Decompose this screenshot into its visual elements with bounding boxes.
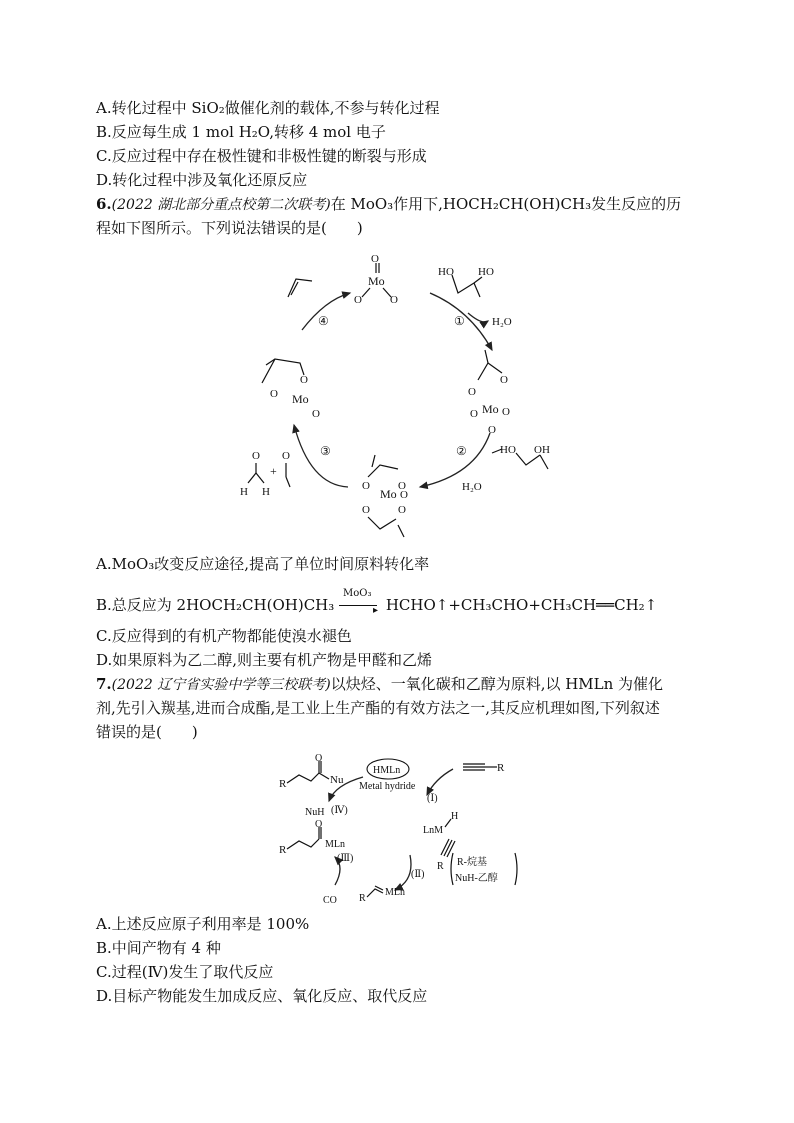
svg-text:O: O xyxy=(500,374,508,386)
q7-option-a: A.上述反应原子利用率是 100% xyxy=(96,915,310,933)
svg-text:Mo: Mo xyxy=(368,274,385,288)
q6-stem-text: 在 MoO₃作用下,HOCH₂CH(OH)CH₃发生反应的历 xyxy=(330,195,682,213)
svg-text:R: R xyxy=(359,893,366,904)
moo3-structure xyxy=(354,253,398,306)
substituent-legend xyxy=(451,853,517,885)
svg-text:Nu: Nu xyxy=(330,774,344,786)
svg-text:HO: HO xyxy=(500,444,516,456)
svg-text:R-烷基: R-烷基 xyxy=(457,857,487,868)
svg-text:MLn: MLn xyxy=(385,887,405,898)
ester-product xyxy=(279,753,344,790)
mo-bis-dioxolane-intermediate xyxy=(362,455,408,537)
q7-stem-text: 以炔烃、一氧化碳和乙醇为原料,以 HMLn 为催化 xyxy=(330,675,664,693)
q7-source: (2022 辽宁省实验中学等三校联考) xyxy=(111,677,331,693)
svg-text:O: O xyxy=(362,480,370,492)
svg-text:H: H xyxy=(240,486,248,498)
svg-text:(Ⅲ): (Ⅲ) xyxy=(337,853,354,864)
svg-text:O: O xyxy=(282,450,290,462)
svg-text:H: H xyxy=(262,486,270,498)
svg-text:O: O xyxy=(371,253,379,265)
q6-stem-line1 xyxy=(96,193,681,216)
q7-mechanism-diagram xyxy=(275,755,540,910)
svg-text:NuH-乙醇: NuH-乙醇 xyxy=(455,873,498,884)
svg-text:R: R xyxy=(497,762,505,774)
alkyne-reactant xyxy=(463,762,505,774)
svg-text:O: O xyxy=(398,504,406,516)
q7-stem-line3: 错误的是( ) xyxy=(96,723,198,741)
svg-text:O: O xyxy=(468,386,476,398)
svg-text:O: O xyxy=(354,294,362,306)
svg-text:H₂O: H₂O xyxy=(462,481,482,493)
q5-option-c: C.反应过程中存在极性键和非极性键的断裂与形成 xyxy=(96,147,427,165)
q6-number: 6. xyxy=(96,195,112,213)
svg-text:O: O xyxy=(470,408,478,420)
q6-option-b xyxy=(96,588,658,616)
svg-text:O: O xyxy=(362,504,370,516)
svg-text:O: O xyxy=(315,753,323,764)
svg-text:R: R xyxy=(279,844,287,856)
mo-dioxolane-intermediate-left xyxy=(262,359,320,420)
q6-option-c: C.反应得到的有机产物都能使溴水褪色 xyxy=(96,627,352,645)
vinyl-mln-intermediate xyxy=(359,886,405,904)
svg-text:O: O xyxy=(398,480,406,492)
mo-dioxolane-intermediate-right xyxy=(468,350,510,436)
q7-stem-line2: 剂,先引入羰基,进而合成酯,是工业上生产酯的有效方法之一,其反应机理如图,下列叙述 xyxy=(96,699,660,717)
svg-text:OH: OH xyxy=(534,444,550,456)
q7-stem-line1 xyxy=(96,673,663,696)
q5-option-d: D.转化过程中涉及氧化还原反应 xyxy=(96,171,308,189)
svg-text:O: O xyxy=(300,374,308,386)
svg-text:O: O xyxy=(502,406,510,418)
q6-option-b-products: HCHO↑+CH₃CHO+CH₃CH══CH₂↑ xyxy=(385,596,658,614)
q7-number: 7. xyxy=(96,675,112,693)
q5-option-a: A.转化过程中 SiO₂做催化剂的载体,不参与转化过程 xyxy=(96,99,440,117)
svg-text:R: R xyxy=(437,861,444,872)
svg-text:O: O xyxy=(390,294,398,306)
q7-option-c: C.过程(Ⅳ)发生了取代反应 xyxy=(96,963,274,981)
q7-option-b: B.中间产物有 4 种 xyxy=(96,939,221,957)
svg-text:MLn: MLn xyxy=(325,839,345,850)
svg-text:O: O xyxy=(252,450,260,462)
q6-option-d: D.如果原料为乙二醇,则主要有机产物是甲醛和乙烯 xyxy=(96,651,433,669)
svg-text:O: O xyxy=(488,424,496,436)
svg-text:H: H xyxy=(451,811,459,822)
svg-text:③: ③ xyxy=(320,444,331,458)
propanediol-structure-2 xyxy=(492,444,550,469)
q6-reaction-cycle-diagram xyxy=(230,255,570,550)
q6-source: (2022 湖北部分重点校第二次联考) xyxy=(111,197,331,213)
svg-text:②: ② xyxy=(456,444,467,458)
svg-text:O: O xyxy=(315,819,323,830)
svg-text:(Ⅱ): (Ⅱ) xyxy=(411,869,425,880)
acyl-mln-intermediate xyxy=(279,819,345,856)
svg-text:Mo: Mo xyxy=(292,392,309,406)
aldehyde-products xyxy=(240,450,290,498)
svg-text:Mo: Mo xyxy=(482,402,499,416)
svg-text:O: O xyxy=(270,388,278,400)
q6-reaction-arrow: MoO₃ ▸ xyxy=(339,599,381,613)
svg-text:HO: HO xyxy=(478,266,494,278)
svg-text:LnM: LnM xyxy=(423,825,443,836)
svg-text:④: ④ xyxy=(318,314,329,328)
svg-text:O: O xyxy=(400,489,408,501)
lnm-hydride-intermediate xyxy=(423,811,458,872)
svg-text:NuH: NuH xyxy=(305,807,325,818)
q6-option-a: A.MoO₃改变反应途径,提高了单位时间原料转化率 xyxy=(96,555,430,573)
q5-option-b: B.反应每生成 1 mol H₂O,转移 4 mol 电子 xyxy=(96,123,386,141)
svg-text:(Ⅳ): (Ⅳ) xyxy=(331,805,348,816)
catalyst-label: HMLn xyxy=(373,765,401,776)
svg-text:R: R xyxy=(279,778,287,790)
svg-text:Mo: Mo xyxy=(380,487,397,501)
svg-text:HO: HO xyxy=(438,266,454,278)
svg-text:CO: CO xyxy=(323,895,337,906)
svg-text:①: ① xyxy=(454,314,465,328)
q7-option-d: D.目标产物能发生加成反应、氧化反应、取代反应 xyxy=(96,987,428,1005)
q6-stem-line2: 程如下图所示。下列说法错误的是( ) xyxy=(96,219,363,237)
svg-text:+: + xyxy=(270,464,277,478)
svg-text:H₂O: H₂O xyxy=(492,316,512,328)
propene-structure xyxy=(288,279,312,297)
svg-text:(Ⅰ): (Ⅰ) xyxy=(427,793,438,804)
propanediol-structure xyxy=(438,266,494,297)
q6-catalyst-label: MoO₃ xyxy=(343,588,372,599)
catalyst-desc: Metal hydride xyxy=(359,781,416,792)
q6-option-b-reactant: B.总反应为 2HOCH₂CH(OH)CH₃ xyxy=(96,596,335,614)
svg-text:O: O xyxy=(312,408,320,420)
